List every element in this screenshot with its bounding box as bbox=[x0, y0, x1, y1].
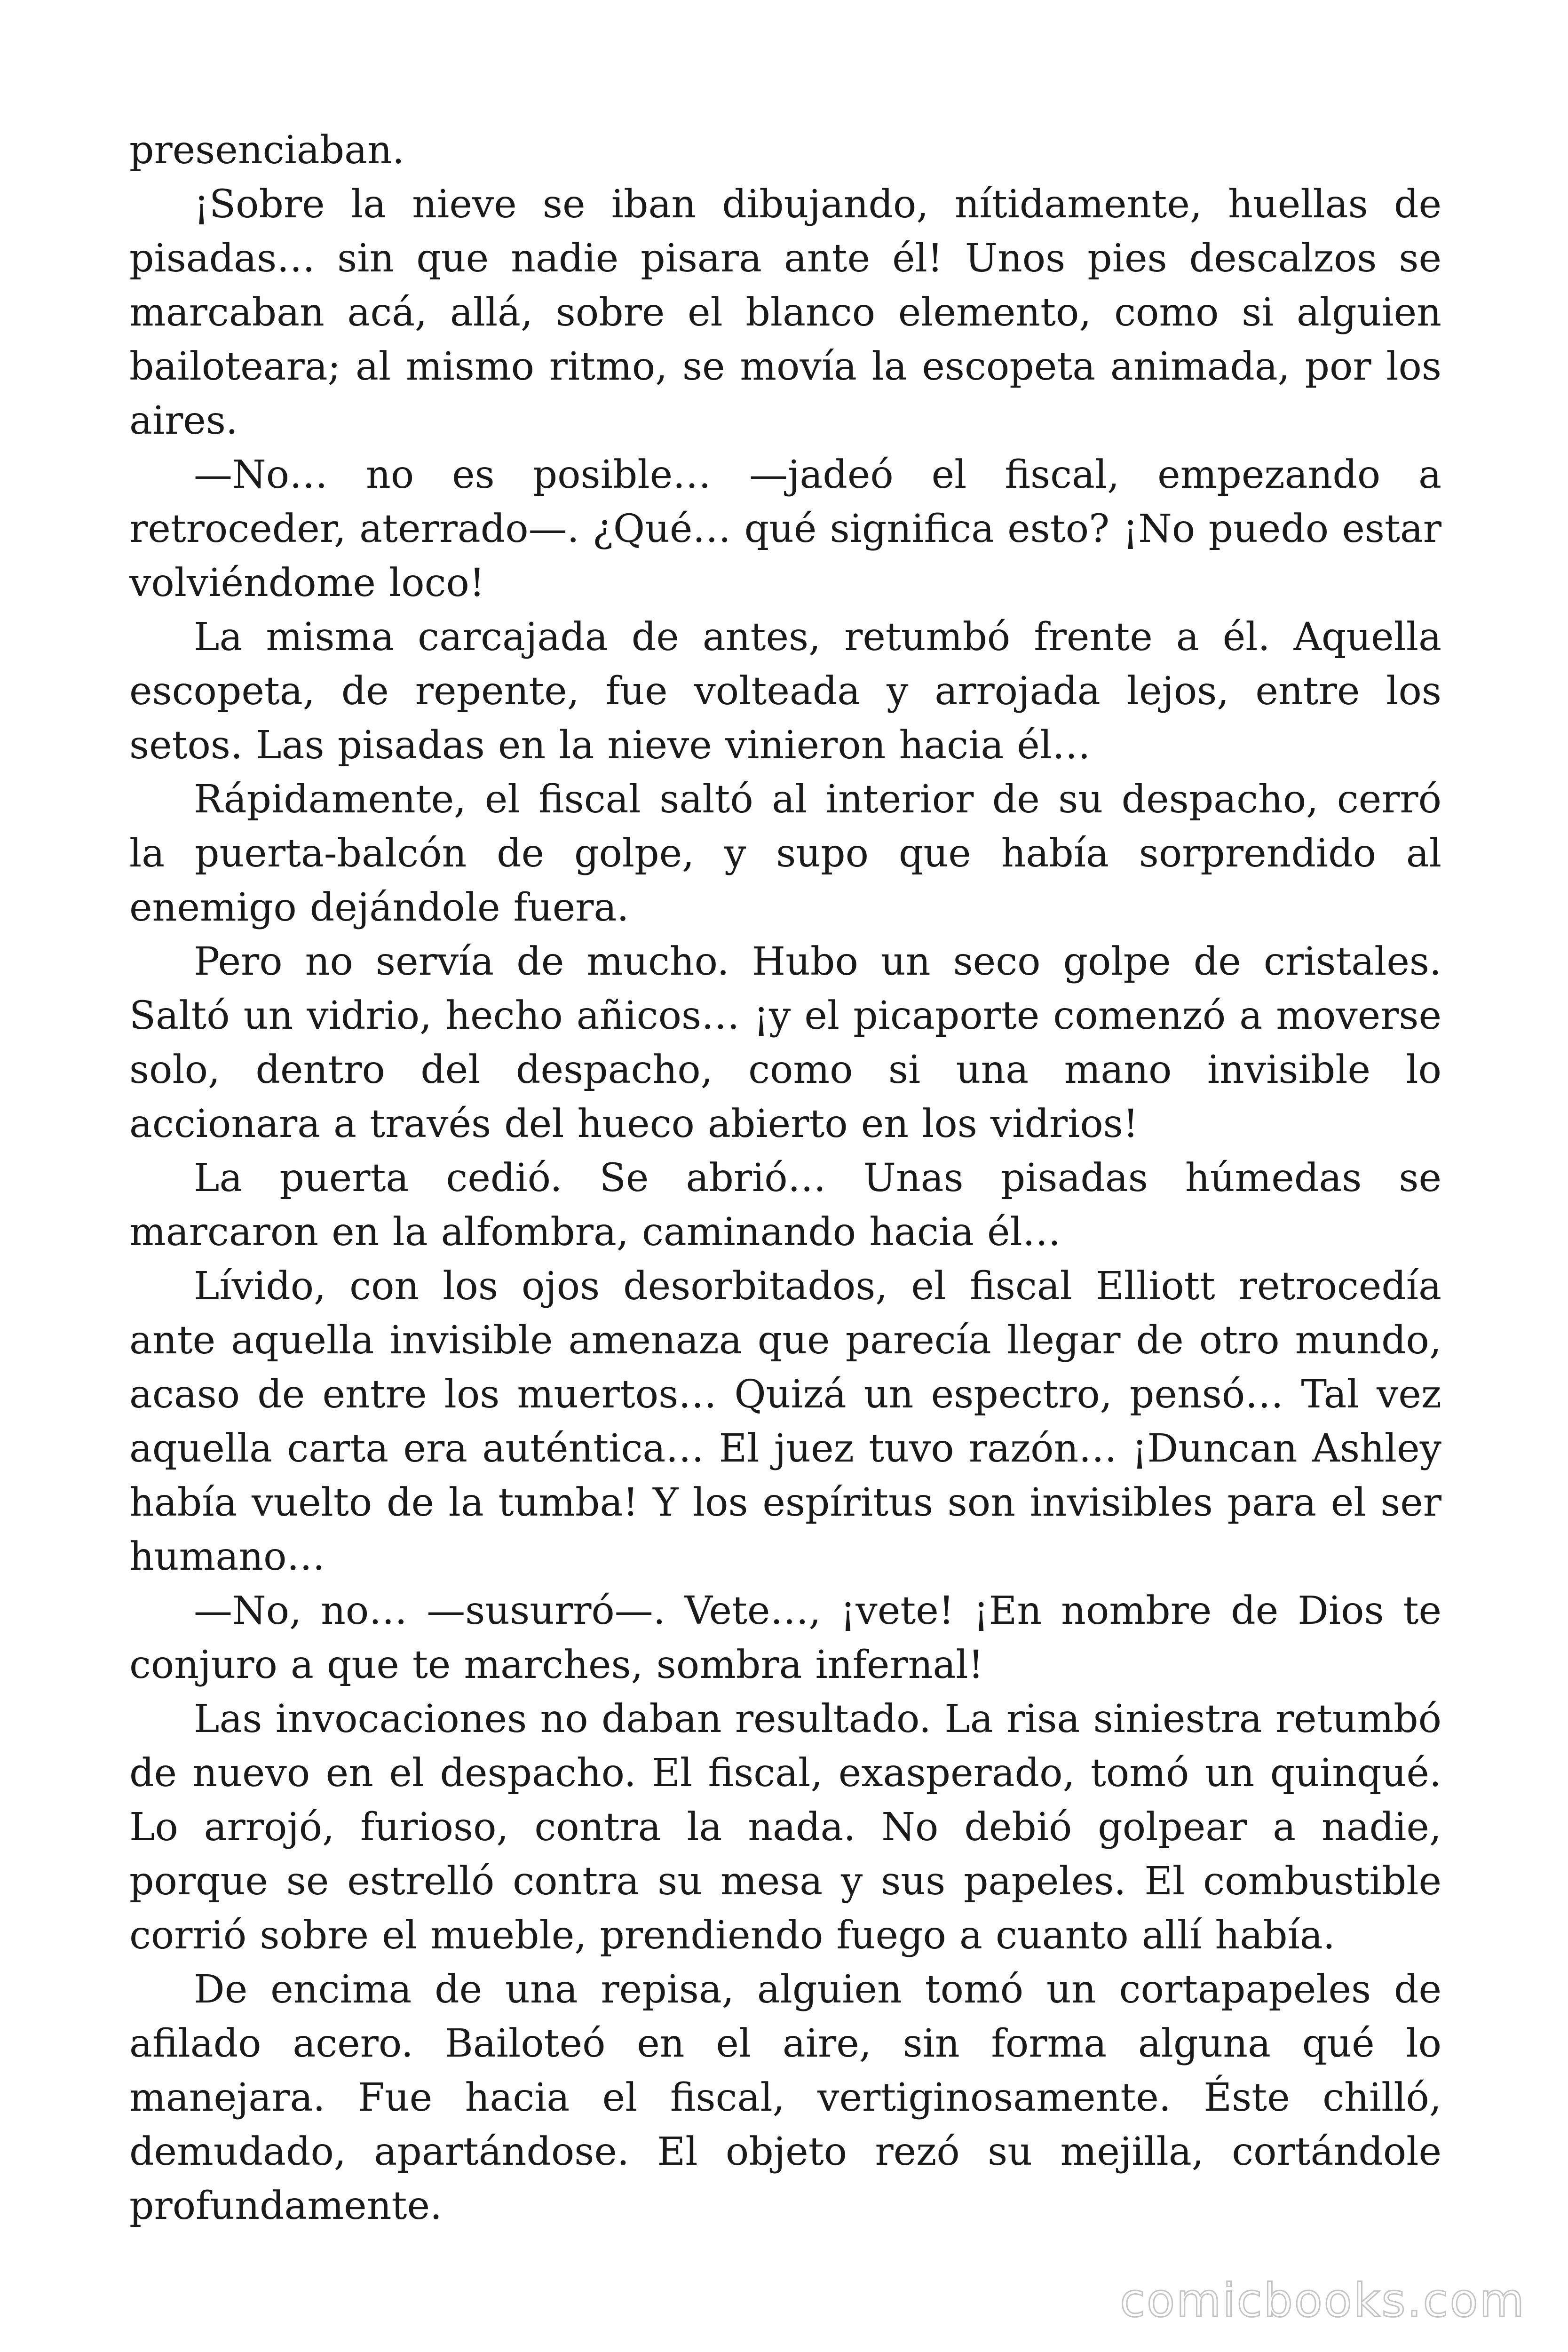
paragraph: —No, no… —susurró—. Vete…, ¡vete! ¡En nombre de Dios te conjuro a que te marches, sombra infernal! bbox=[129, 1589, 1441, 1687]
paragraph: La puerta cedió. Se abrió… Unas pisadas húmedas se marcaron en la alfombra, caminando hacia él… bbox=[129, 1156, 1441, 1255]
paragraph: De encima de una repisa, alguien tomó un cortapapeles de afilado acero. Bailoteó en el aire, sin forma alguna qué lo manejara. Fue hacia el fiscal, vertiginosamente. Éste chilló, demudado, apartándose. El objeto rezó su mejilla, cortándole profundamente. bbox=[129, 1967, 1441, 2228]
paragraph: —No… no es posible… —jadeó el fiscal, empezando a retroceder, aterrado—. ¿Qué… qué significa esto? ¡No puedo estar volviéndome loco! bbox=[129, 453, 1441, 605]
paragraph: Rápidamente, el fiscal saltó al interior de su despacho, cerró la puerta-balcón de golpe, y supo que había sorprendido al enemigo dejándole fuera. bbox=[129, 777, 1441, 930]
page-body bbox=[129, 123, 1441, 2233]
paragraph: Pero no servía de mucho. Hubo un seco golpe de cristales. Saltó un vidrio, hecho añicos… ¡y el picaporte comenzó a moverse solo, dentro del despacho, como si una mano invisible lo accionara a través del hueco abierto en los vidrios! bbox=[129, 939, 1441, 1146]
paragraph: Lívido, con los ojos desorbitados, el fiscal Elliott retrocedía ante aquella invisible amenaza que parecía llegar de otro mundo, acaso de entre los muertos… Quizá un espectro, pensó… Tal vez aquella carta era auténtica… El juez tuvo razón… ¡Duncan Ashley había vuelto de la tumba! Y los espíritus son invisibles para el ser humano… bbox=[129, 1264, 1441, 1579]
paragraph: Las invocaciones no daban resultado. La risa siniestra retumbó de nuevo en el despacho. El fiscal, exasperado, tomó un quinqué. Lo arrojó, furioso, contra la nada. No debió golpear a nadie, porque se estrelló contra su mesa y sus papeles. El combustible corrió sobre el mueble, prendiendo fuego a cuanto allí había. bbox=[129, 1697, 1441, 1958]
paragraph: ¡Sobre la nieve se iban dibujando, nítidamente, huellas de pisadas… sin que nadie pisara ante él! Unos pies descalzos se marcaban acá, allá, sobre el blanco elemento, como si alguien bailoteara; al mismo ritmo, se movía la escopeta animada, por los aires. bbox=[129, 182, 1441, 443]
paragraph: presenciaban. bbox=[129, 128, 404, 173]
watermark: comicbooks.com bbox=[1120, 2274, 1526, 2328]
paragraph: La misma carcajada de antes, retumbó frente a él. Aquella escopeta, de repente, fue volteada y arrojada lejos, entre los setos. Las pisadas en la nieve vinieron hacia él… bbox=[129, 615, 1441, 768]
